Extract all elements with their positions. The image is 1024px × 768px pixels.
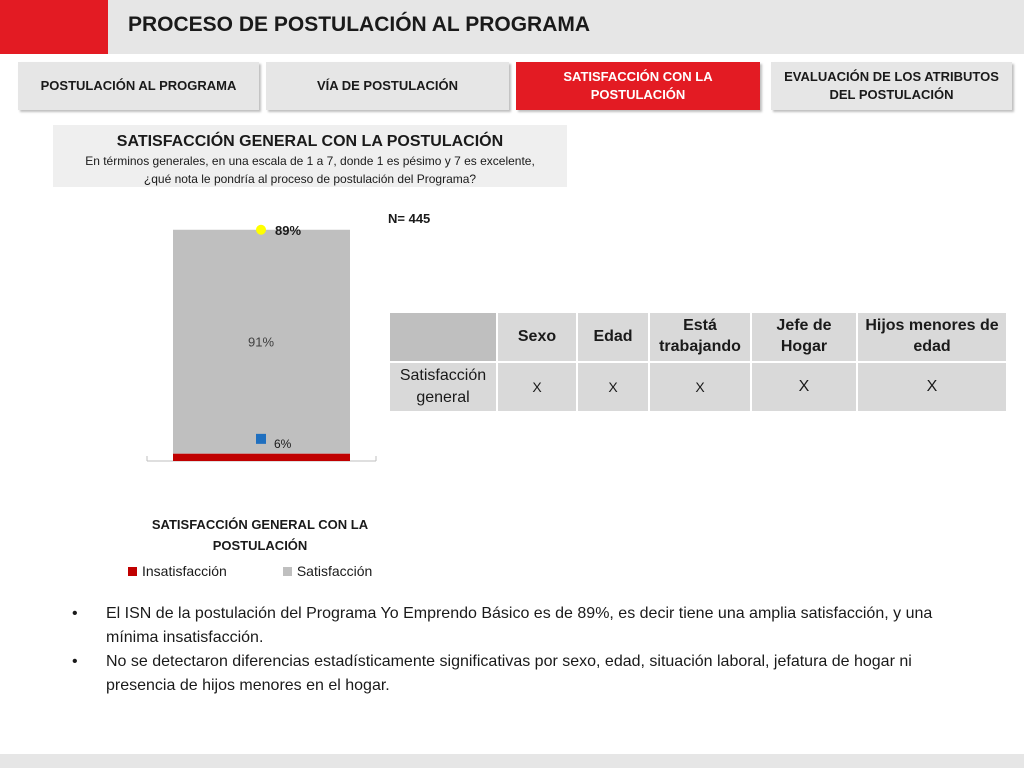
marker-square bbox=[256, 434, 266, 444]
table-header: Edad bbox=[578, 313, 648, 361]
table-header: Está trabajando bbox=[650, 313, 750, 361]
chart-title: SATISFACCIÓN GENERAL CON LA POSTULACIÓN bbox=[151, 517, 369, 554]
table-row bbox=[390, 363, 1006, 411]
bullet-text: El ISN de la postulación del Programa Yo Emprendo Básico es de 89%, es decir tiene una amplia satisfacción, y una mínima insatisfacción. bbox=[106, 605, 933, 646]
table-cell: X bbox=[858, 363, 1006, 411]
bar-segment-insatisfacción bbox=[173, 454, 350, 461]
table-cell: X bbox=[578, 363, 648, 411]
sample-size-label: N= 445 bbox=[388, 211, 431, 226]
chart-legend bbox=[128, 563, 372, 579]
marker-circle bbox=[256, 225, 266, 235]
table-header: Hijos menores de edad bbox=[858, 313, 1006, 361]
significance-table bbox=[388, 311, 1008, 413]
legend-item-satisfaccion bbox=[283, 563, 372, 579]
tab-label: VÍA DE POSTULACIÓN bbox=[316, 78, 459, 94]
table-header: Jefe de Hogar bbox=[752, 313, 856, 361]
list-item bbox=[72, 602, 952, 650]
question-text-line2: ¿qué nota le pondría al proceso de postulación del Programa? bbox=[143, 172, 477, 187]
footer-bar bbox=[0, 754, 1024, 768]
table-header: Sexo bbox=[498, 313, 576, 361]
legend-swatch-insatisfaccion bbox=[128, 567, 137, 576]
table-row-label: Satisfacción general bbox=[390, 363, 496, 411]
question-title: SATISFACCIÓN GENERAL CON LA POSTULACIÓN bbox=[116, 133, 504, 150]
legend-label: Satisfacción bbox=[296, 563, 373, 579]
bullet-icon: • bbox=[72, 653, 78, 670]
tab-label: EVALUACIÓN DE LOS ATRIBUTOS DEL POSTULACIÓN bbox=[784, 69, 999, 102]
list-item bbox=[72, 650, 952, 698]
table-header-row bbox=[390, 313, 1006, 361]
tab-label: POSTULACIÓN AL PROGRAMA bbox=[40, 78, 237, 94]
marker-label: 89% bbox=[275, 222, 302, 238]
legend-swatch-satisfaccion bbox=[283, 567, 292, 576]
bullet-icon: • bbox=[72, 605, 78, 622]
question-text-line1: En términos generales, en una escala de 1 a 7, donde 1 es pésimo y 7 es excelente, bbox=[85, 154, 535, 168]
findings-list bbox=[72, 602, 952, 698]
table-corner bbox=[390, 313, 496, 361]
legend-item-insatisfaccion bbox=[128, 563, 227, 579]
table-cell: X bbox=[498, 363, 576, 411]
page-title: PROCESO DE POSTULACIÓN AL PROGRAMA bbox=[128, 13, 591, 36]
legend-label: Insatisfacción bbox=[142, 563, 227, 579]
table-cell: X bbox=[752, 363, 856, 411]
tab-label: SATISFACCIÓN CON LA POSTULACIÓN bbox=[563, 69, 713, 102]
table-cell: X bbox=[650, 363, 750, 411]
marker-label: 6% bbox=[274, 436, 292, 451]
bar-data-label: 91% bbox=[247, 334, 275, 350]
bullet-text: No se detectaron diferencias estadísticamente significativas por sexo, edad, situación laboral, jefatura de hogar ni presencia de hijos menores en el hogar. bbox=[106, 653, 912, 694]
